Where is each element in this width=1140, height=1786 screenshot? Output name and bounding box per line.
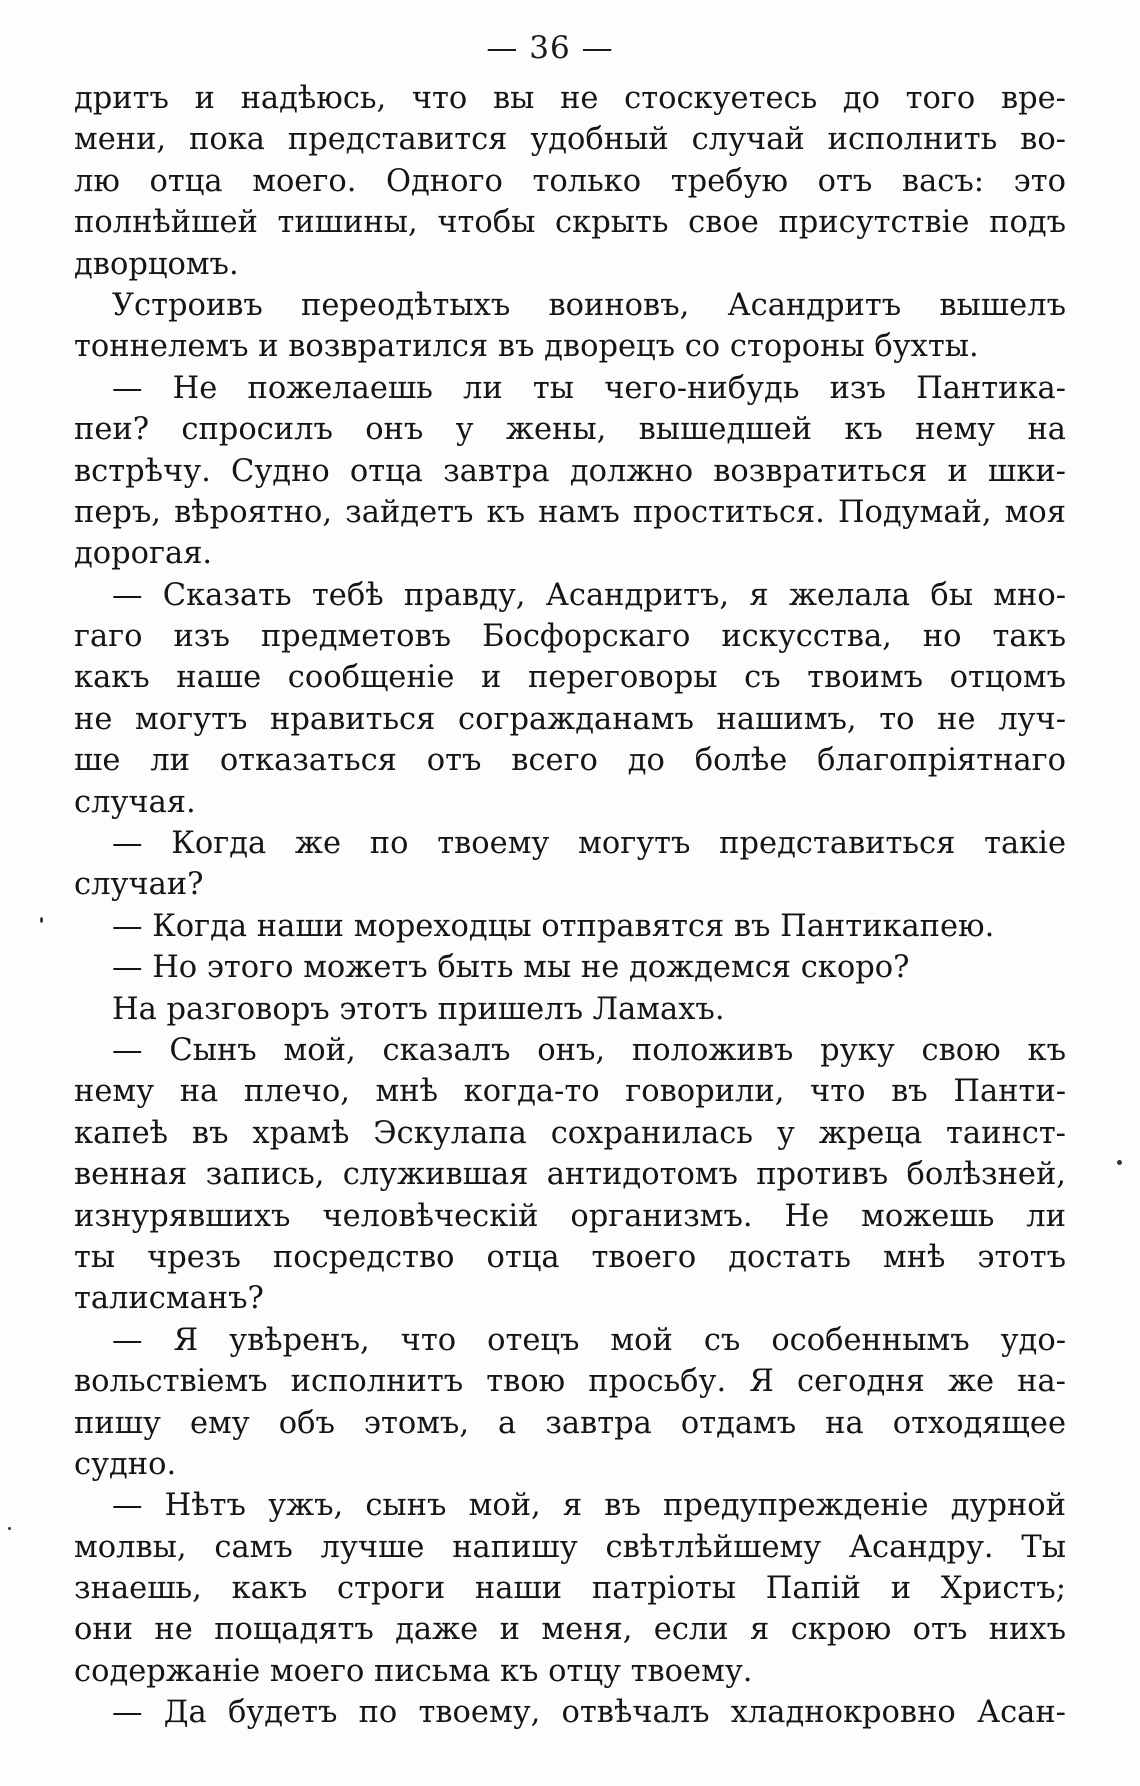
text-line: — Нѣтъ ужъ, сынъ мой, я въ предупрежденіе дурной xyxy=(112,1488,1066,1524)
text-line: талисманъ? xyxy=(74,1281,264,1317)
text-line: дворцомъ. xyxy=(74,246,239,282)
text-line: ше ли отказаться отъ всего до болѣе благопріятнаго xyxy=(74,743,1066,779)
text-line: — Сынъ мой, сказалъ онъ, положивъ руку свою къ xyxy=(112,1032,1066,1068)
text-line: судно. xyxy=(74,1446,177,1482)
text-line: они не пощадятъ даже и меня, если я скрою отъ нихъ xyxy=(74,1612,1066,1648)
text-line: — Не пожелаешь ли ты чего-нибудь изъ Пантика- xyxy=(112,370,1066,406)
text-line: не могутъ нравиться согражданамъ нашимъ, то не луч- xyxy=(74,701,1066,737)
print-speck xyxy=(8,1527,11,1530)
print-speck xyxy=(1117,1160,1122,1165)
print-speck xyxy=(40,917,43,923)
text-line: — Я увѣренъ, что отецъ мой съ особеннымъ удо- xyxy=(112,1322,1066,1358)
text-line: знаешь, какъ строги наши патріоты Папій и Христъ; xyxy=(74,1571,1066,1607)
text-line: лю отца моего. Одного только требую отъ васъ: это xyxy=(74,163,1066,199)
text-line: ты чрезъ посредство отца твоего достать мнѣ этотъ xyxy=(74,1239,1066,1275)
text-line: дорогая. xyxy=(74,536,213,572)
text-line: пеи? спросилъ онъ у жены, вышедшей къ нему на xyxy=(74,412,1066,448)
text-line: вольствіемъ исполнитъ твою просьбу. Я сегодня же на- xyxy=(74,1364,1066,1400)
page-number: — 36 — xyxy=(486,30,614,66)
text-line: случаи? xyxy=(74,867,204,903)
text-line: нему на плечо, мнѣ когда-то говорили, что въ Панти- xyxy=(74,1074,1066,1110)
text-line: — Когда наши мореходцы отправятся въ Пантикапею. xyxy=(112,908,995,944)
text-line: мени, пока представится удобный случай исполнить во- xyxy=(74,122,1066,158)
text-line: какъ наше сообщеніе и переговоры съ твоимъ отцомъ xyxy=(74,660,1066,696)
text-line: Устроивъ переодѣтыхъ воиновъ, Асандритъ вышелъ xyxy=(112,287,1066,323)
text-line: молвы, самъ лучше напишу свѣтлѣйшему Асандру. Ты xyxy=(74,1529,1066,1565)
text-line: пишу ему объ этомъ, а завтра отдамъ на отходящее xyxy=(74,1405,1066,1441)
text-line: — Сказать тебѣ правду, Асандритъ, я желала бы мно- xyxy=(112,577,1066,613)
text-line: венная запись, служившая антидотомъ противъ болѣзней, xyxy=(74,1157,1066,1193)
text-line: изнурявшихъ человѣческій организмъ. Не можешь ли xyxy=(74,1198,1066,1234)
body-text xyxy=(74,78,1066,1734)
text-line: встрѣчу. Судно отца завтра должно возвратиться и шки- xyxy=(74,453,1066,489)
text-line: На разговоръ этотъ пришелъ Ламахъ. xyxy=(112,991,725,1027)
text-line: тоннелемъ и возвратился въ дворецъ со стороны бухты. xyxy=(74,329,979,365)
text-line: случая. xyxy=(74,784,196,820)
text-line: капеѣ въ храмѣ Эскулапа сохранилась у жреца таинст- xyxy=(74,1115,1066,1151)
text-line: гаго изъ предметовъ Босфорскаго искусства, но такъ xyxy=(74,619,1066,655)
text-line: перъ, вѣроятно, зайдетъ къ намъ проститься. Подумай, моя xyxy=(74,494,1066,530)
text-line: — Когда же по твоему могутъ представиться такіе xyxy=(112,826,1066,862)
text-line: содержаніе моего письма къ отцу твоему. xyxy=(74,1653,753,1689)
text-line: — Но этого можетъ быть мы не дождемся скоро? xyxy=(112,950,910,986)
text-line: дритъ и надѣюсь, что вы не стоскуетесь до того вре- xyxy=(74,81,1066,116)
text-line: полнѣйшей тишины, чтобы скрыть свое присутствіе подъ xyxy=(74,205,1066,241)
text-line: — Да будетъ по твоему, отвѣчалъ хладнокровно Асан- xyxy=(112,1695,1066,1731)
